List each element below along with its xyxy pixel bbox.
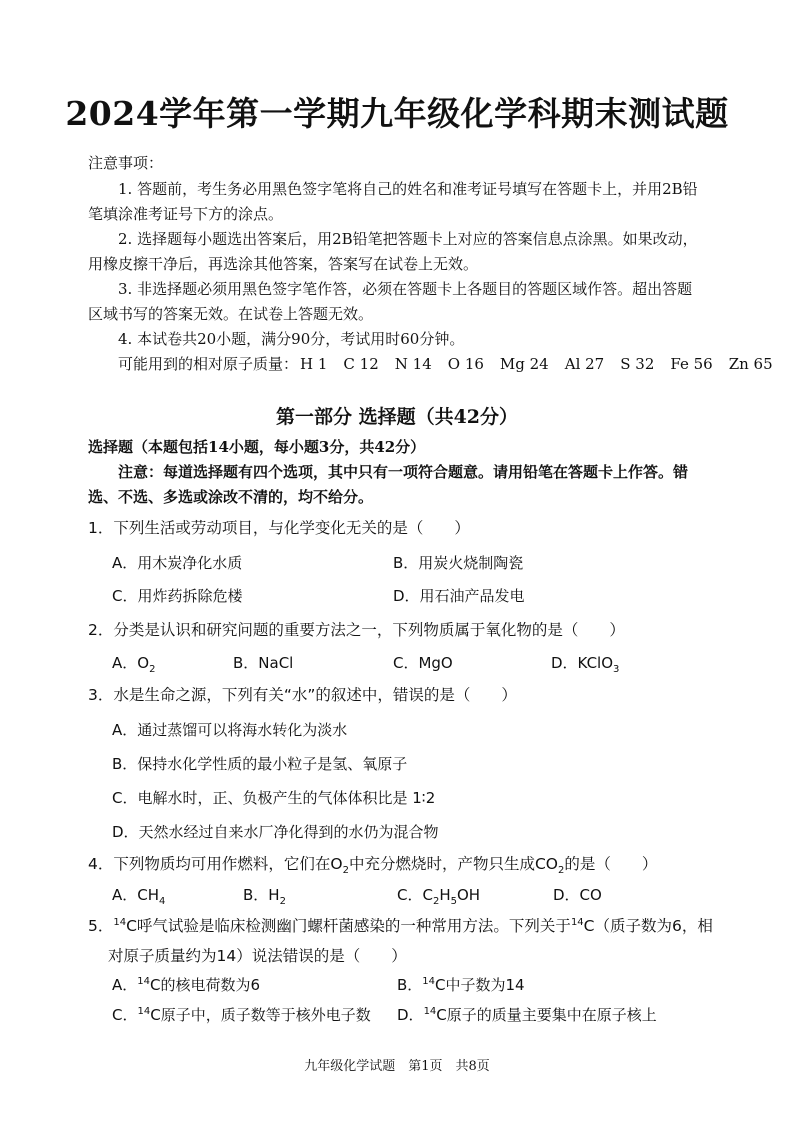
question-3-option-b: B．保持水化学性质的最小粒子是氢、氧原子	[112, 755, 408, 773]
question-3-option-a: A．通过蒸馏可以将海水转化为淡水	[112, 721, 348, 739]
question-4-stem-sub-2: 2	[557, 865, 565, 877]
question-4-option-c-sub-2: 5	[450, 896, 457, 907]
question-4-stem-sub-1: 2	[342, 865, 349, 877]
question-5-option-b-label: B．	[397, 976, 423, 994]
question-2-stem: 2．分类是认识和研究问题的重要方法之一，下列物质属于氧化物的是（ ）	[88, 621, 625, 639]
question-2-option-a-text: A．O	[112, 654, 150, 672]
question-5-option-c-label: C．	[112, 1006, 138, 1024]
question-5-option-b	[397, 974, 525, 995]
atomic-mass-fe: Fe 56	[670, 355, 713, 373]
question-1-option-c: C．用炸药拆除危楼	[112, 587, 243, 605]
notice-item-1-line-2: 笔填涂准考证号下方的涂点。	[88, 205, 284, 223]
question-5-sup-1: 14	[113, 916, 127, 928]
question-1-option-b: B．用炭火烧制陶瓷	[393, 554, 524, 572]
question-5-option-d-text: C原子的质量主要集中在原子核上	[436, 1006, 657, 1024]
question-5-option-d-sup: 14	[423, 1006, 437, 1017]
notice-item-1-line-1: 1. 答题前，考生务必用黑色签字笔将自己的姓名和准考证号填写在答题卡上，并用2B铅	[118, 180, 698, 198]
question-1-option-a: A．用木炭净化水质	[112, 554, 243, 572]
question-5-option-b-sup: 14	[422, 976, 436, 987]
question-2-option-d-text: D．KClO	[551, 654, 614, 672]
question-3-option-d: D．天然水经过自来水厂净化得到的水仍为混合物	[112, 823, 439, 841]
question-5-option-a	[112, 974, 260, 995]
question-5-stem-part-1: C呼气试验是临床检测幽门螺杆菌感染的一种常用方法。下列关于	[126, 917, 571, 935]
question-4-option-a	[112, 884, 165, 907]
question-5-option-a-label: A．	[112, 976, 138, 994]
notice-heading: 注意事项：	[88, 154, 164, 172]
page-footer: 九年级化学试题 第1页 共8页	[304, 1059, 490, 1074]
notice-item-3-line-2: 区域书写的答案无效。在试卷上答题无效。	[88, 305, 374, 323]
question-2-option-c: C．MgO	[393, 654, 453, 672]
question-4-option-c-mid: H	[439, 886, 451, 904]
question-4-option-a-sub: 4	[159, 896, 166, 907]
question-5-option-a-sup: 14	[137, 976, 150, 987]
exam-title: 2024学年第一学期九年级化学科期末测试题	[65, 94, 729, 133]
question-2-option-a	[112, 652, 155, 675]
question-4-option-b-sub: 2	[279, 896, 286, 907]
notice-item-3-line-1: 3. 非选择题必须用黑色签字笔作答，必须在答题卡上各题目的答题区域作答。超出答题	[118, 280, 693, 298]
section-1-title: 第一部分 选择题（共42分）	[275, 406, 519, 428]
question-3-option-c: C．电解水时，正、负极产生的气体体积比是 1∶2	[112, 789, 436, 807]
notice-item-4: 4. 本试卷共20小题，满分90分，考试用时60分钟。	[118, 330, 465, 348]
atomic-mass-h: H 1	[300, 355, 328, 373]
question-4-option-b-text: B．H	[243, 886, 280, 904]
question-3-stem: 3．水是生命之源，下列有关“水”的叙述中，错误的是（ ）	[88, 686, 517, 704]
question-4-option-c-sub-1: 2	[432, 896, 440, 907]
question-5-option-c	[112, 1004, 371, 1025]
question-4-option-a-text: A．CH	[112, 886, 160, 904]
section-1-intro: 选择题（本题包括14小题，每小题3分，共42分）	[88, 438, 426, 456]
question-5-stem-part-2: C（质子数为6，相	[583, 917, 713, 935]
atomic-masses-label: 可能用到的相对原子质量：	[118, 355, 299, 373]
question-5-option-b-text: C中子数为14	[435, 976, 525, 994]
section-1-note-line-2: 选、不选、多选或涂改不清的，均不给分。	[88, 488, 374, 506]
question-5-stem-line-2: 对原子质量约为14）说法错误的是（ ）	[108, 947, 407, 965]
question-5-option-a-text: C的核电荷数为6	[150, 976, 261, 994]
question-4-stem-part-1: 4．下列物质均可用作燃料，它们在O	[88, 855, 343, 873]
atomic-mass-s: S 32	[620, 355, 655, 373]
question-4-stem-part-3: 的是（ ）	[564, 855, 658, 873]
section-1-note-label: 注意：	[118, 463, 164, 481]
question-5-stem-line-1	[88, 914, 713, 936]
question-5-sup-2: 14	[570, 916, 584, 928]
question-4-option-c	[397, 884, 480, 907]
question-1-option-d: D．用石油产品发电	[393, 587, 525, 605]
atomic-mass-c: C 12	[343, 355, 379, 373]
atomic-mass-al: Al 27	[564, 355, 605, 373]
atomic-mass-zn: Zn 65	[728, 355, 773, 373]
question-2-option-a-sub: 2	[149, 664, 156, 675]
question-5-number: 5．	[88, 917, 114, 935]
question-1-stem: 1．下列生活或劳动项目，与化学变化无关的是（ ）	[88, 519, 470, 537]
question-2-option-b: B．NaCl	[233, 654, 294, 672]
atomic-mass-n: N 14	[394, 355, 432, 373]
question-2-option-d-sub: 3	[613, 664, 620, 675]
question-4-option-c-text: C．C	[397, 886, 433, 904]
question-4-option-c-post: OH	[456, 886, 481, 904]
notice-item-2-line-1: 2. 选择题每小题选出答案后，用2B铅笔把答题卡上对应的答案信息点涂黑。如果改动，	[118, 230, 698, 248]
question-4-option-b	[243, 884, 286, 907]
question-5-option-d	[397, 1004, 657, 1025]
question-5-option-d-label: D．	[397, 1006, 424, 1024]
atomic-masses	[118, 355, 773, 373]
atomic-mass-mg: Mg 24	[499, 355, 549, 373]
question-2-option-d	[551, 652, 619, 675]
question-5-option-c-sup: 14	[137, 1006, 151, 1017]
notice-item-2-line-2: 用橡皮擦干净后，再选涂其他答案，答案写在试卷上无效。	[88, 255, 479, 273]
section-1-note-line-1: 每道选择题有四个选项，其中只有一项符合题意。请用铅笔在答题卡上作答。错	[163, 463, 689, 481]
question-5-option-c-text: C原子中，质子数等于核外电子数	[150, 1006, 371, 1024]
atomic-mass-o: O 16	[447, 355, 484, 373]
question-4-stem-part-2: 中充分燃烧时，产物只生成CO	[348, 855, 558, 873]
section-1-note	[118, 463, 688, 481]
question-4-stem	[88, 852, 657, 876]
question-4-option-d: D．CO	[553, 886, 602, 904]
